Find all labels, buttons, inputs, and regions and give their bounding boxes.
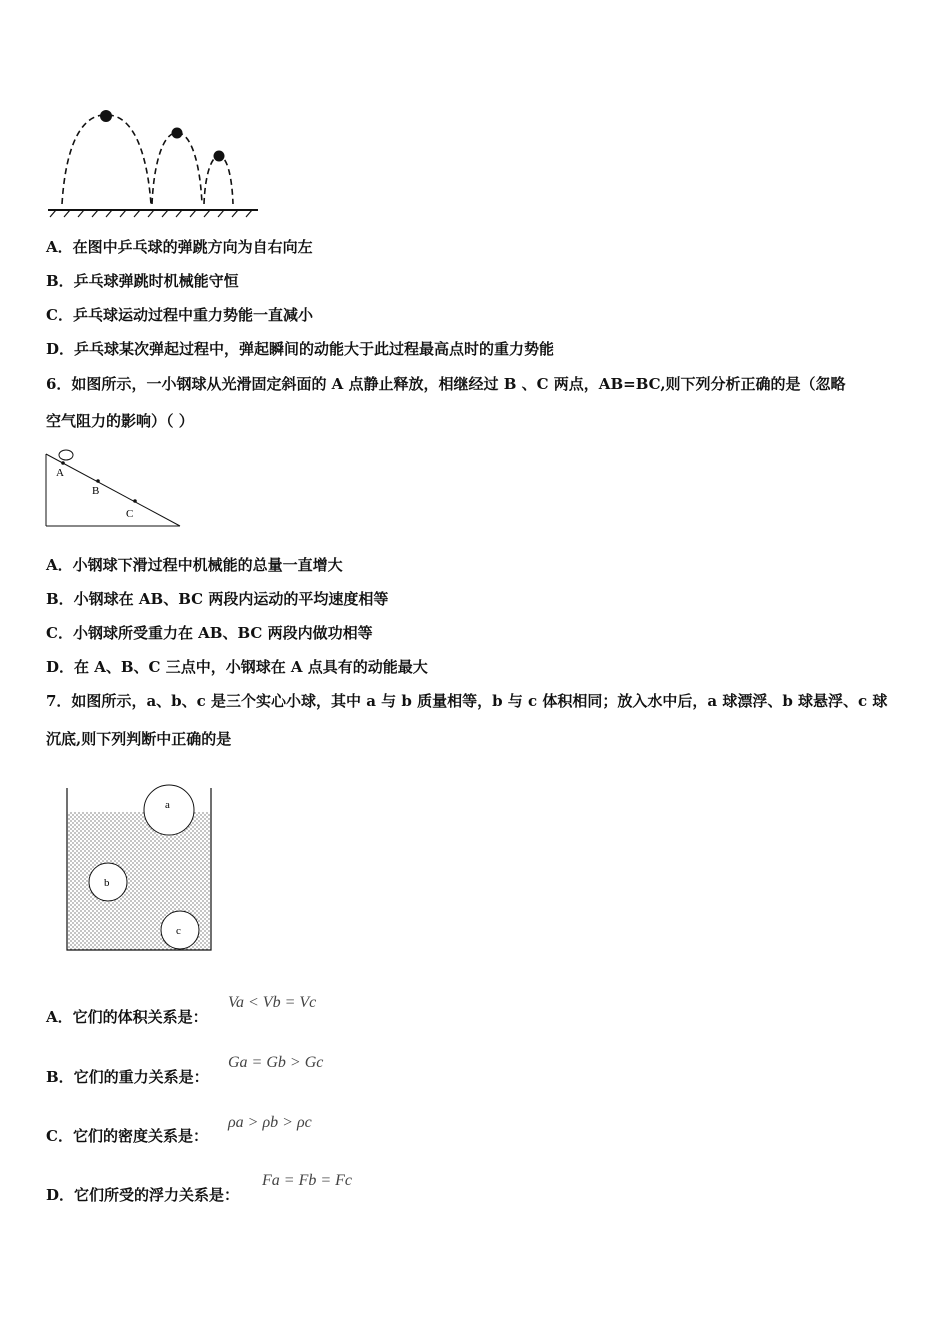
- ball-position-2: [172, 128, 183, 139]
- bouncing-ball-figure: [44, 100, 264, 218]
- ground-hatching: [50, 210, 252, 217]
- q7-option-c-expr: ρa > ρb > ρc: [228, 1114, 312, 1131]
- point-c-dot: [133, 499, 137, 503]
- q5-option-d: D．乒乓球某次弹起过程中，弹起瞬间的动能大于此过程最高点时的重力势能: [46, 340, 555, 358]
- label-b: B: [92, 485, 100, 497]
- ball-position-1: [100, 110, 112, 122]
- bounce-trajectory: [62, 115, 233, 204]
- q5-option-a: A．在图中乒乓球的弹跳方向为自右向左: [46, 238, 313, 256]
- q7-option-a-label: A．它们的体积关系是：: [46, 1008, 208, 1026]
- q6-stem-line2: 空气阻力的影响）（ ）: [46, 412, 194, 430]
- ball-position-3: [214, 151, 225, 162]
- q7-option-c-label: C．它们的密度关系是：: [46, 1127, 208, 1145]
- q6-stem-line1: 6．如图所示，一小钢球从光滑固定斜面的 A 点静止释放，相继经过 B 、C 两点，AB=BC,则下列分析正确的是（忽略: [46, 375, 846, 393]
- label-c: C: [126, 508, 134, 520]
- q7-option-d: [46, 1184, 239, 1205]
- ball-a-label: a: [165, 799, 170, 811]
- q7-option-a-expr: Va < Vb = Vc: [228, 994, 317, 1011]
- q7-option-b: [46, 1066, 209, 1087]
- point-a-dot: [61, 461, 65, 465]
- incline-surface: [46, 454, 180, 526]
- q6-option-d: D．在 A、B、C 三点中，小钢球在 A 点具有的动能最大: [46, 658, 428, 676]
- q5-option-b: B．乒乓球弹跳时机械能守恒: [46, 272, 239, 290]
- water-container-figure: [62, 784, 216, 956]
- q5-option-c: C．乒乓球运动过程中重力势能一直减小: [46, 306, 313, 324]
- q7-option-d-expr: Fa = Fb = Fc: [262, 1172, 353, 1189]
- q7-option-a: [46, 1006, 208, 1027]
- ball-b-label: b: [104, 877, 110, 889]
- point-b-dot: [96, 479, 100, 483]
- q6-option-c: C．小钢球所受重力在 AB、BC 两段内做功相等: [46, 624, 373, 642]
- q6-option-a: A．小钢球下滑过程中机械能的总量一直增大: [46, 556, 343, 574]
- q7-option-c: [46, 1125, 208, 1146]
- label-a: A: [56, 467, 64, 479]
- q7-option-b-label: B．它们的重力关系是：: [46, 1068, 209, 1086]
- q7-stem-line1: 7．如图所示，a、b、c 是三个实心小球，其中 a 与 b 质量相等，b 与 c 体积相同；放入水中后，a 球漂浮、b 球悬浮、c 球: [46, 692, 888, 710]
- ball-c-label: c: [176, 925, 181, 937]
- q7-stem-line2: 沉底,则下列判断中正确的是: [46, 730, 232, 748]
- q6-option-b: B．小钢球在 AB、BC 两段内运动的平均速度相等: [46, 590, 389, 608]
- q7-option-b-expr: Ga = Gb > Gc: [228, 1054, 324, 1071]
- steel-ball: [59, 450, 73, 460]
- q7-option-d-label: D．它们所受的浮力关系是：: [46, 1186, 240, 1204]
- incline-figure: [42, 448, 187, 532]
